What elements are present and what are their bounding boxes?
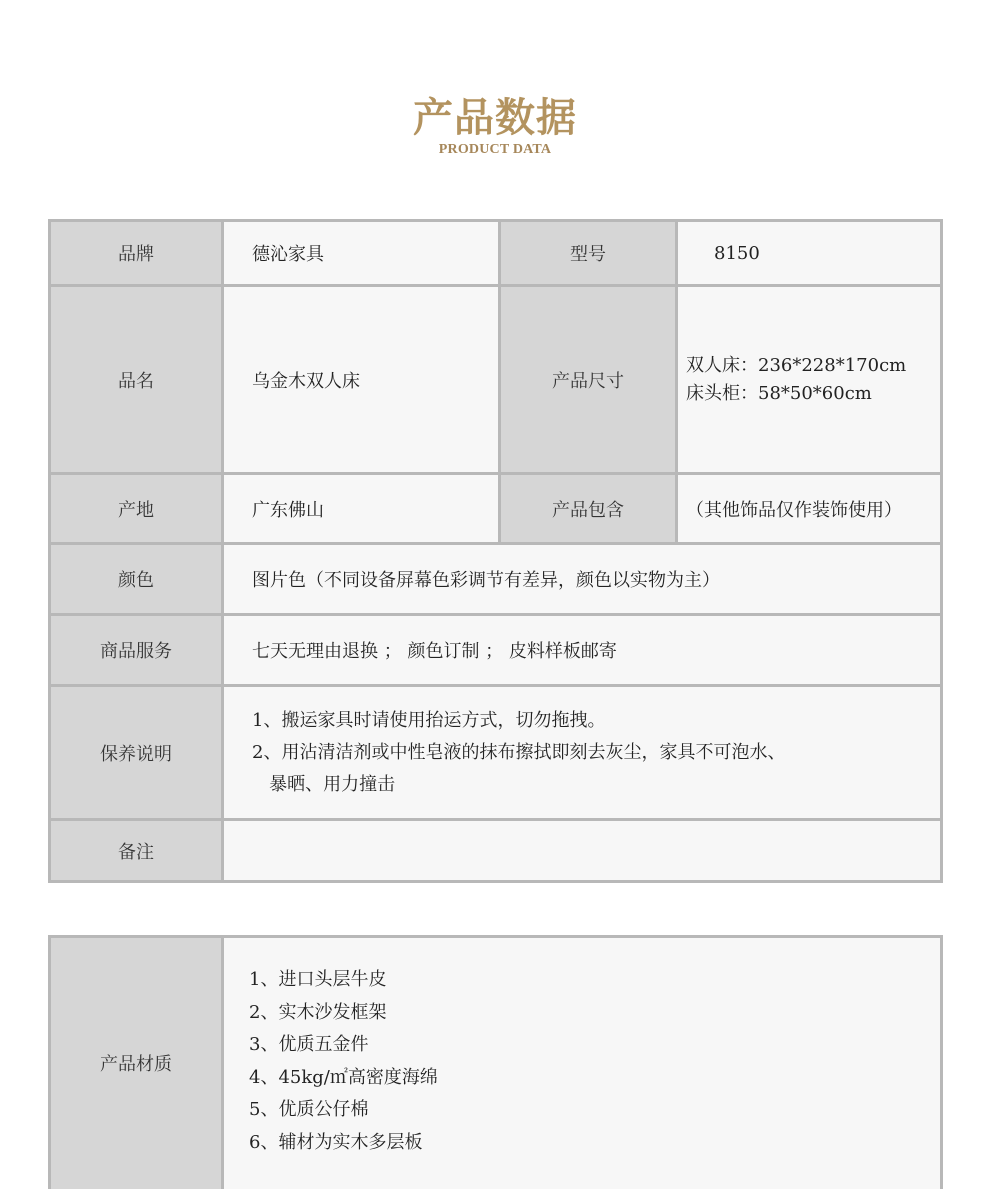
model-label: 型号 xyxy=(500,221,677,286)
care-line: 2、用沾清洁剂或中性皂液的抹布擦拭即刻去灰尘，家具不可泡水、 xyxy=(252,741,786,763)
brand-value: 德沁家具 xyxy=(223,221,500,286)
care-line: 1、搬运家具时请使用抬运方式，切勿拖拽。 xyxy=(252,709,606,731)
table-row xyxy=(50,820,942,882)
material-line: 6、辅材为实木多层板 xyxy=(249,1131,423,1153)
material-table xyxy=(48,935,943,1189)
material-line: 3、优质五金件 xyxy=(249,1034,369,1055)
table-row xyxy=(50,221,942,286)
page-title: 产品数据 xyxy=(413,94,577,141)
spec-table xyxy=(48,219,943,883)
table-row xyxy=(50,615,942,686)
material-line: 5、优质公仔棉 xyxy=(249,1099,369,1120)
table-row xyxy=(50,686,942,820)
material-line: 1、进口头层牛皮 xyxy=(249,969,387,990)
material-value xyxy=(223,937,942,1189)
table-row xyxy=(50,544,942,615)
includes-label: 产品包含 xyxy=(500,474,677,544)
brand-label: 品牌 xyxy=(50,221,223,286)
page-subtitle: PRODUCT DATA xyxy=(438,142,552,157)
size-label: 产品尺寸 xyxy=(500,286,677,474)
material-line: 2、实木沙发框架 xyxy=(249,1001,387,1023)
name-value: 乌金木双人床 xyxy=(223,286,500,474)
name-label: 品名 xyxy=(50,286,223,474)
origin-value: 广东佛山 xyxy=(223,474,500,544)
care-line: 暴晒、用力撞击 xyxy=(252,773,396,795)
care-value xyxy=(223,686,942,820)
origin-label: 产地 xyxy=(50,474,223,544)
size-line: 双人床：236*228*170cm xyxy=(686,354,907,376)
note-label: 备注 xyxy=(50,820,223,882)
color-value: 图片色（不同设备屏幕色彩调节有差异，颜色以实物为主） xyxy=(223,544,942,615)
care-label: 保养说明 xyxy=(50,686,223,820)
service-label: 商品服务 xyxy=(50,615,223,686)
size-line: 床头柜：58*50*60cm xyxy=(686,382,872,404)
table-row xyxy=(50,937,942,1189)
material-line: 4、45kg/㎡高密度海绵 xyxy=(249,1066,438,1088)
table-row xyxy=(50,474,942,544)
material-label: 产品材质 xyxy=(50,937,223,1189)
service-value: 七天无理由退换 ； 颜色订制 ； 皮料样板邮寄 xyxy=(223,615,942,686)
note-value xyxy=(223,820,942,882)
color-label: 颜色 xyxy=(50,544,223,615)
size-value xyxy=(677,286,942,474)
includes-value: （其他饰品仅作装饰使用） xyxy=(677,474,942,544)
model-value: 8150 xyxy=(677,221,942,286)
table-row xyxy=(50,286,942,474)
